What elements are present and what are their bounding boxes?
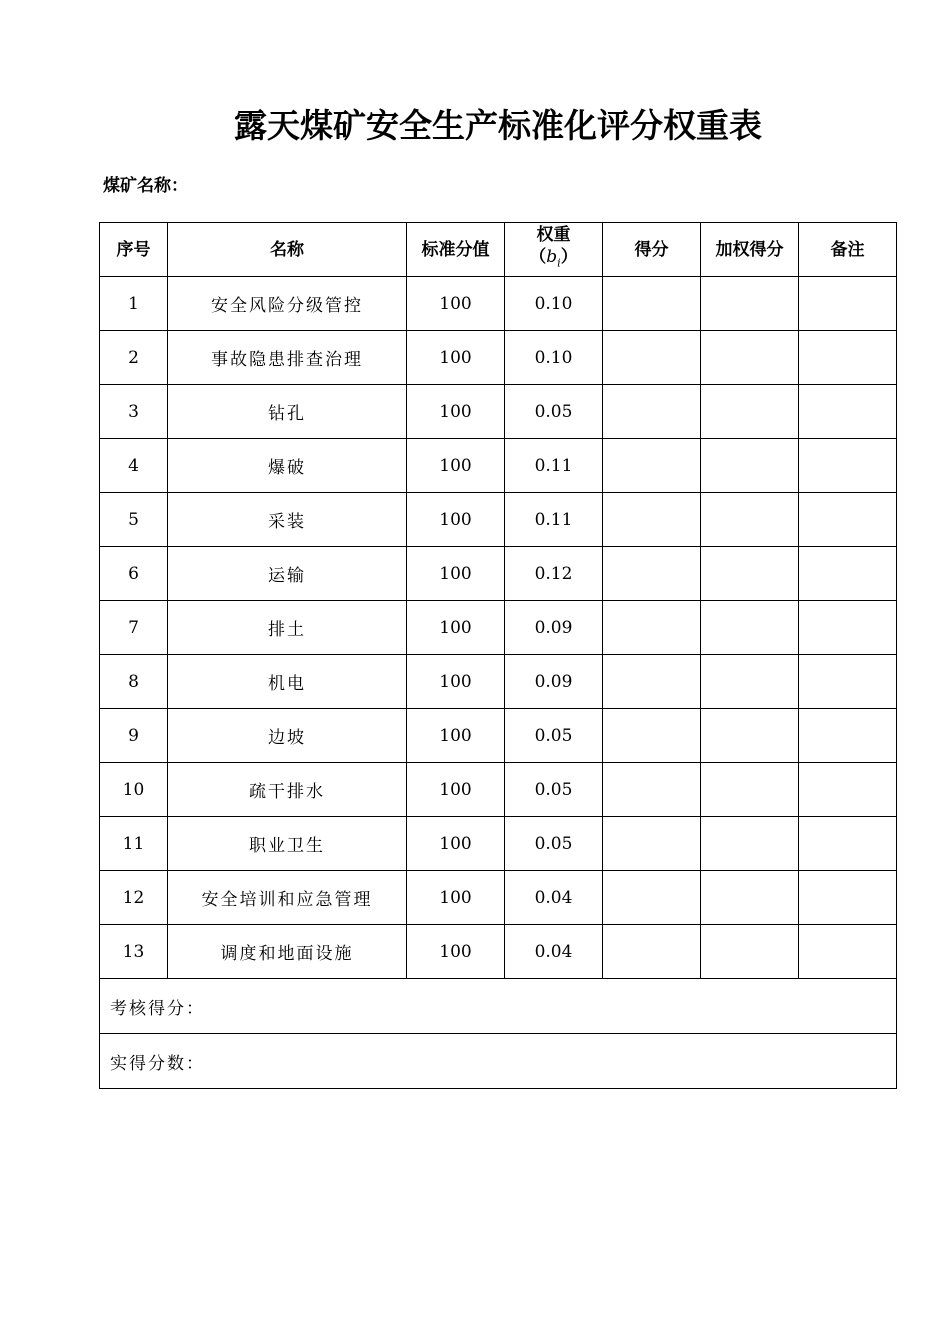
cell-name: 机电 — [168, 655, 407, 709]
cell-weighted-score[interactable] — [701, 655, 799, 709]
cell-standard-score: 100 — [407, 925, 505, 979]
cell-score[interactable] — [603, 547, 701, 601]
header-weight-symbol: $(b_i)$ — [529, 247, 578, 270]
cell-weight: 0.04 — [505, 925, 603, 979]
cell-weighted-score[interactable] — [701, 817, 799, 871]
header-remarks: 备注 — [799, 223, 897, 277]
cell-standard-score: 100 — [407, 871, 505, 925]
cell-remarks[interactable] — [799, 763, 897, 817]
cell-seq: 7 — [100, 601, 168, 655]
table-row — [100, 817, 897, 871]
cell-weighted-score[interactable] — [701, 925, 799, 979]
cell-remarks[interactable] — [799, 817, 897, 871]
cell-standard-score: 100 — [407, 331, 505, 385]
cell-score[interactable] — [603, 331, 701, 385]
cell-score[interactable] — [603, 925, 701, 979]
cell-score[interactable] — [603, 709, 701, 763]
cell-standard-score: 100 — [407, 439, 505, 493]
cell-seq: 3 — [100, 385, 168, 439]
cell-remarks[interactable] — [799, 331, 897, 385]
cell-seq: 2 — [100, 331, 168, 385]
cell-standard-score: 100 — [407, 493, 505, 547]
cell-weight: 0.09 — [505, 601, 603, 655]
cell-seq: 11 — [100, 817, 168, 871]
cell-weight: 0.10 — [505, 331, 603, 385]
cell-name: 安全风险分级管控 — [168, 277, 407, 331]
cell-standard-score: 100 — [407, 817, 505, 871]
table-row — [100, 439, 897, 493]
cell-weighted-score[interactable] — [701, 871, 799, 925]
header-weighted-score: 加权得分 — [701, 223, 799, 277]
cell-remarks[interactable] — [799, 925, 897, 979]
header-row — [100, 223, 897, 277]
cell-remarks[interactable] — [799, 601, 897, 655]
cell-score[interactable] — [603, 763, 701, 817]
cell-standard-score: 100 — [407, 763, 505, 817]
cell-name: 采装 — [168, 493, 407, 547]
table-row — [100, 655, 897, 709]
cell-standard-score: 100 — [407, 385, 505, 439]
cell-seq: 12 — [100, 871, 168, 925]
header-seq: 序号 — [100, 223, 168, 277]
cell-seq: 13 — [100, 925, 168, 979]
cell-name: 安全培训和应急管理 — [168, 871, 407, 925]
cell-standard-score: 100 — [407, 655, 505, 709]
cell-weight: 0.05 — [505, 763, 603, 817]
cell-weight: 0.12 — [505, 547, 603, 601]
table-row — [100, 925, 897, 979]
header-weight-label: 权重 — [536, 225, 571, 246]
cell-standard-score: 100 — [407, 601, 505, 655]
cell-score[interactable] — [603, 385, 701, 439]
cell-name: 调度和地面设施 — [168, 925, 407, 979]
cell-weighted-score[interactable] — [701, 763, 799, 817]
cell-score[interactable] — [603, 601, 701, 655]
cell-name: 疏干排水 — [168, 763, 407, 817]
mine-name-label: 煤矿名称： — [103, 176, 188, 196]
table-row — [100, 871, 897, 925]
table-row — [100, 385, 897, 439]
cell-weighted-score[interactable] — [701, 385, 799, 439]
cell-remarks[interactable] — [799, 655, 897, 709]
cell-standard-score: 100 — [407, 547, 505, 601]
cell-name: 边坡 — [168, 709, 407, 763]
cell-standard-score: 100 — [407, 709, 505, 763]
actual-score-cell[interactable]: 实得分数： — [100, 1034, 897, 1089]
cell-name: 职业卫生 — [168, 817, 407, 871]
header-weight — [505, 223, 603, 277]
cell-score[interactable] — [603, 493, 701, 547]
weight-table — [99, 222, 897, 1089]
cell-score[interactable] — [603, 439, 701, 493]
cell-seq: 6 — [100, 547, 168, 601]
cell-weight: 0.11 — [505, 493, 603, 547]
cell-name: 事故隐患排查治理 — [168, 331, 407, 385]
header-score: 得分 — [603, 223, 701, 277]
assessment-score-cell[interactable]: 考核得分： — [100, 979, 897, 1034]
header-name: 名称 — [168, 223, 407, 277]
cell-seq: 4 — [100, 439, 168, 493]
table-row — [100, 331, 897, 385]
cell-name: 爆破 — [168, 439, 407, 493]
assessment-score-row — [100, 979, 897, 1034]
cell-score[interactable] — [603, 817, 701, 871]
cell-score[interactable] — [603, 277, 701, 331]
table-row — [100, 493, 897, 547]
actual-score-row — [100, 1034, 897, 1089]
cell-weighted-score[interactable] — [701, 331, 799, 385]
cell-name: 运输 — [168, 547, 407, 601]
header-standard-score: 标准分值 — [407, 223, 505, 277]
cell-weighted-score[interactable] — [701, 601, 799, 655]
table-row — [100, 601, 897, 655]
cell-score[interactable] — [603, 655, 701, 709]
cell-weight: 0.04 — [505, 871, 603, 925]
table-row — [100, 277, 897, 331]
cell-weighted-score[interactable] — [701, 547, 799, 601]
cell-weight: 0.05 — [505, 817, 603, 871]
cell-weight: 0.09 — [505, 655, 603, 709]
cell-remarks[interactable] — [799, 709, 897, 763]
cell-remarks[interactable] — [799, 547, 897, 601]
cell-weight: 0.11 — [505, 439, 603, 493]
cell-seq: 9 — [100, 709, 168, 763]
cell-remarks[interactable] — [799, 493, 897, 547]
cell-remarks[interactable] — [799, 277, 897, 331]
cell-score[interactable] — [603, 871, 701, 925]
cell-seq: 1 — [100, 277, 168, 331]
cell-weight: 0.10 — [505, 277, 603, 331]
cell-seq: 8 — [100, 655, 168, 709]
cell-weighted-score[interactable] — [701, 277, 799, 331]
table-row — [100, 763, 897, 817]
cell-name: 钻孔 — [168, 385, 407, 439]
cell-seq: 10 — [100, 763, 168, 817]
table-row — [100, 709, 897, 763]
cell-weighted-score[interactable] — [701, 493, 799, 547]
cell-remarks[interactable] — [799, 871, 897, 925]
cell-name: 排土 — [168, 601, 407, 655]
page-title: 露天煤矿安全生产标准化评分权重表 — [234, 106, 762, 145]
cell-standard-score: 100 — [407, 277, 505, 331]
cell-weighted-score[interactable] — [701, 439, 799, 493]
cell-remarks[interactable] — [799, 385, 897, 439]
cell-weight: 0.05 — [505, 385, 603, 439]
cell-weighted-score[interactable] — [701, 709, 799, 763]
table-row — [100, 547, 897, 601]
cell-seq: 5 — [100, 493, 168, 547]
cell-remarks[interactable] — [799, 439, 897, 493]
cell-weight: 0.05 — [505, 709, 603, 763]
